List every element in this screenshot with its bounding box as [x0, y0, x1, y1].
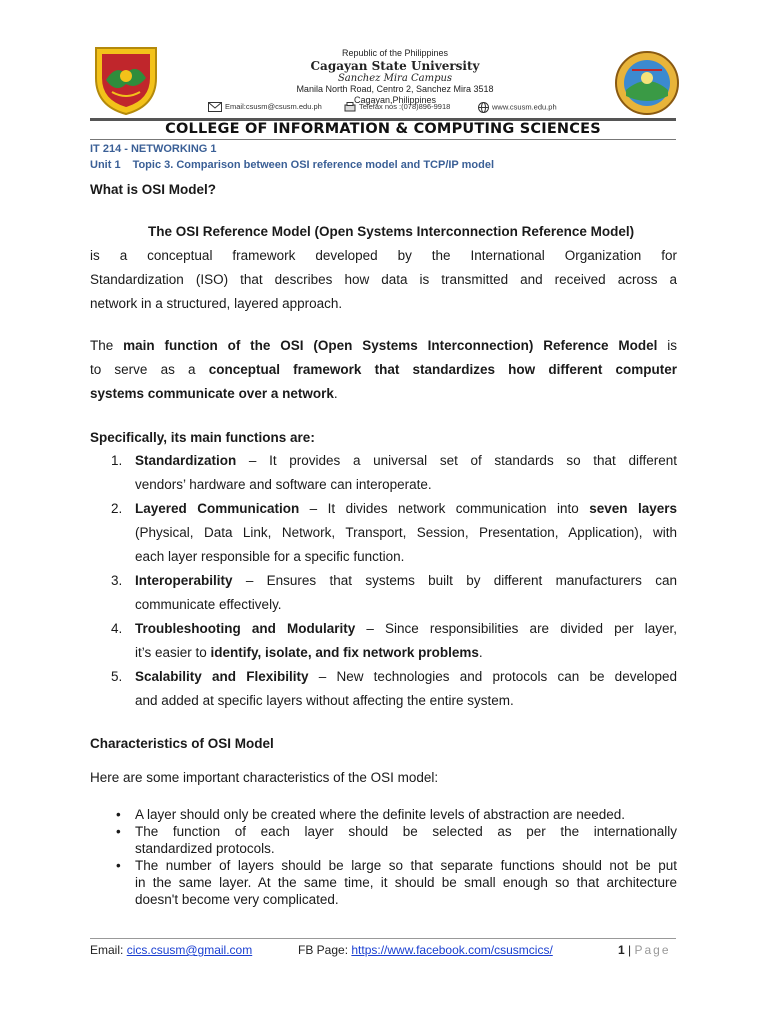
item-line	[135, 569, 677, 593]
item-line: standardized protocols.	[135, 841, 275, 856]
letterhead	[200, 48, 590, 106]
item-line: in the same layer. At the same time, it should be small enough so that architecture	[135, 875, 677, 890]
topic-title: Topic 3. Comparison between OSI reference model and TCP/IP model	[132, 159, 495, 171]
item-term: Scalability and Flexibility	[135, 669, 309, 684]
list-item	[90, 497, 677, 569]
bullet: •	[116, 807, 121, 822]
item-line	[135, 617, 677, 641]
item-text: .	[478, 645, 483, 660]
item-line: communicate effectively.	[135, 597, 282, 612]
envelope-icon	[208, 102, 222, 112]
header-divider-bottom	[90, 139, 676, 140]
footer-email-label: Email:	[90, 943, 127, 957]
list-item	[90, 449, 677, 497]
campus-seal-logo	[614, 50, 680, 116]
functions-list	[90, 449, 677, 713]
bullet: •	[116, 824, 121, 839]
footer-fb-label: FB Page:	[298, 943, 352, 957]
page-word: Page	[634, 943, 671, 957]
para1-line2: is a conceptual framework developed by the International Organization for	[90, 248, 677, 263]
item-bold-text: seven layers	[589, 501, 677, 516]
unit-label: Unit 1	[90, 159, 121, 171]
item-line: The function of each layer should be selected as per the internationally	[135, 824, 677, 839]
para2-bold-e: conceptual framework that standardizes how different computer	[208, 362, 678, 377]
unit-topic-line	[90, 159, 494, 171]
item-line: and added at specific layers without affecting the entire system.	[135, 693, 514, 708]
item-text: it’s easier to	[135, 645, 211, 660]
contact-website-text: www.csusm.edu.ph	[492, 102, 557, 112]
para2-line2	[90, 358, 677, 382]
university-name: Cagayan State University	[310, 59, 480, 73]
college-title: COLLEGE OF INFORMATION & COMPUTING SCIENCES	[165, 121, 601, 137]
list-number: 1.	[111, 453, 123, 468]
item-term: Troubleshooting and Modularity	[135, 621, 356, 636]
item-line	[135, 497, 677, 521]
item-line: (Physical, Data Link, Network, Transport, Session, Presentation, Application), with	[135, 525, 677, 540]
footer-divider	[90, 938, 676, 939]
para2-bold-f: systems communicate over a network	[90, 386, 334, 401]
item-line: each layer responsible for a specific function.	[135, 549, 405, 564]
list-number: 5.	[111, 669, 123, 684]
para2-bold-b: main function of the OSI (Open Systems Interconnection) Reference Model	[123, 338, 658, 353]
item-line: vendors’ hardware and software can interoperate.	[135, 477, 432, 492]
characteristics-intro: Here are some important characteristics of the OSI model:	[90, 770, 439, 785]
para2-line1	[90, 334, 677, 358]
course-code: IT 214 - NETWORKING 1	[90, 143, 217, 155]
footer-fb	[298, 943, 553, 957]
item-bold-text: identify, isolate, and fix network problems	[210, 645, 479, 660]
heading-characteristics: Characteristics of OSI Model	[90, 736, 274, 751]
item-line	[135, 641, 677, 665]
item-term: Interoperability	[135, 573, 233, 588]
address-line-1: Manila North Road, Centro 2, Sanchez Mira 3518	[296, 84, 494, 94]
contact-email-text: Email:csusm@csusm.edu.ph	[225, 102, 322, 111]
para1-line4: network in a structured, layered approach.	[90, 296, 343, 311]
contact-email	[208, 102, 322, 112]
item-text: – It provides a universal set of standards so that different	[236, 453, 677, 468]
item-line: A layer should only be created where the definite levels of abstraction are needed.	[135, 807, 626, 822]
list-item	[90, 617, 677, 665]
heading-main-functions: Specifically, its main functions are:	[90, 430, 315, 445]
para2-text-a: The	[90, 338, 124, 353]
list-number: 2.	[111, 501, 123, 516]
list-number: 4.	[111, 621, 123, 636]
contact-telefax	[344, 102, 450, 112]
footer-email	[90, 943, 252, 957]
contact-website	[478, 102, 557, 113]
para2-text-c: is	[657, 338, 677, 353]
para2-text-g: .	[333, 386, 338, 401]
item-line: doesn't become very complicated.	[135, 892, 339, 907]
page-number-separator: |	[624, 943, 635, 957]
address-line-2: Cagayan,Philippines	[353, 95, 437, 105]
list-item	[90, 823, 677, 857]
para2-line3	[90, 382, 677, 406]
item-text: – New technologies and protocols can be developed	[308, 669, 677, 684]
list-item	[90, 857, 677, 908]
para1-bold: The OSI Reference Model (Open Systems Interconnection Reference Model)	[148, 224, 635, 239]
item-line	[135, 449, 677, 473]
item-term: Layered Communication	[135, 501, 300, 516]
list-item	[90, 806, 677, 823]
para1-line1	[90, 220, 677, 244]
list-item	[90, 665, 677, 713]
item-line	[135, 665, 677, 689]
footer-fb-link[interactable]: https://www.facebook.com/csusmcics/	[351, 943, 553, 957]
para1-line3: Standardization (ISO) that describes how data is transmitted and received across a	[90, 272, 677, 287]
list-item	[90, 569, 677, 617]
republic-line: Republic of the Philippines	[341, 48, 449, 58]
item-term: Standardization	[135, 453, 237, 468]
campus-name: Sanchez Mira Campus	[337, 73, 453, 84]
heading-what-is-osi: What is OSI Model?	[90, 182, 217, 197]
globe-icon	[478, 102, 489, 113]
page-number-value: 1	[618, 943, 625, 957]
item-text: – Ensures that systems built by different manufacturers can	[232, 573, 677, 588]
footer-email-link[interactable]: cics.csusm@gmail.com	[126, 943, 253, 957]
university-seal-logo	[92, 44, 160, 116]
contact-telefax-text: Telefax nos :(078)896-9918	[359, 102, 451, 111]
item-text: – Since responsibilities are divided per layer,	[355, 621, 677, 636]
item-line: The number of layers should be large so that separate functions should not be put	[135, 858, 677, 873]
page-number	[618, 943, 671, 957]
fax-icon	[344, 102, 356, 112]
list-number: 3.	[111, 573, 123, 588]
characteristics-list	[90, 806, 677, 908]
bullet: •	[116, 858, 121, 873]
item-text: – It divides network communication into	[299, 501, 590, 516]
para2-text-d: to serve as a	[90, 362, 209, 377]
